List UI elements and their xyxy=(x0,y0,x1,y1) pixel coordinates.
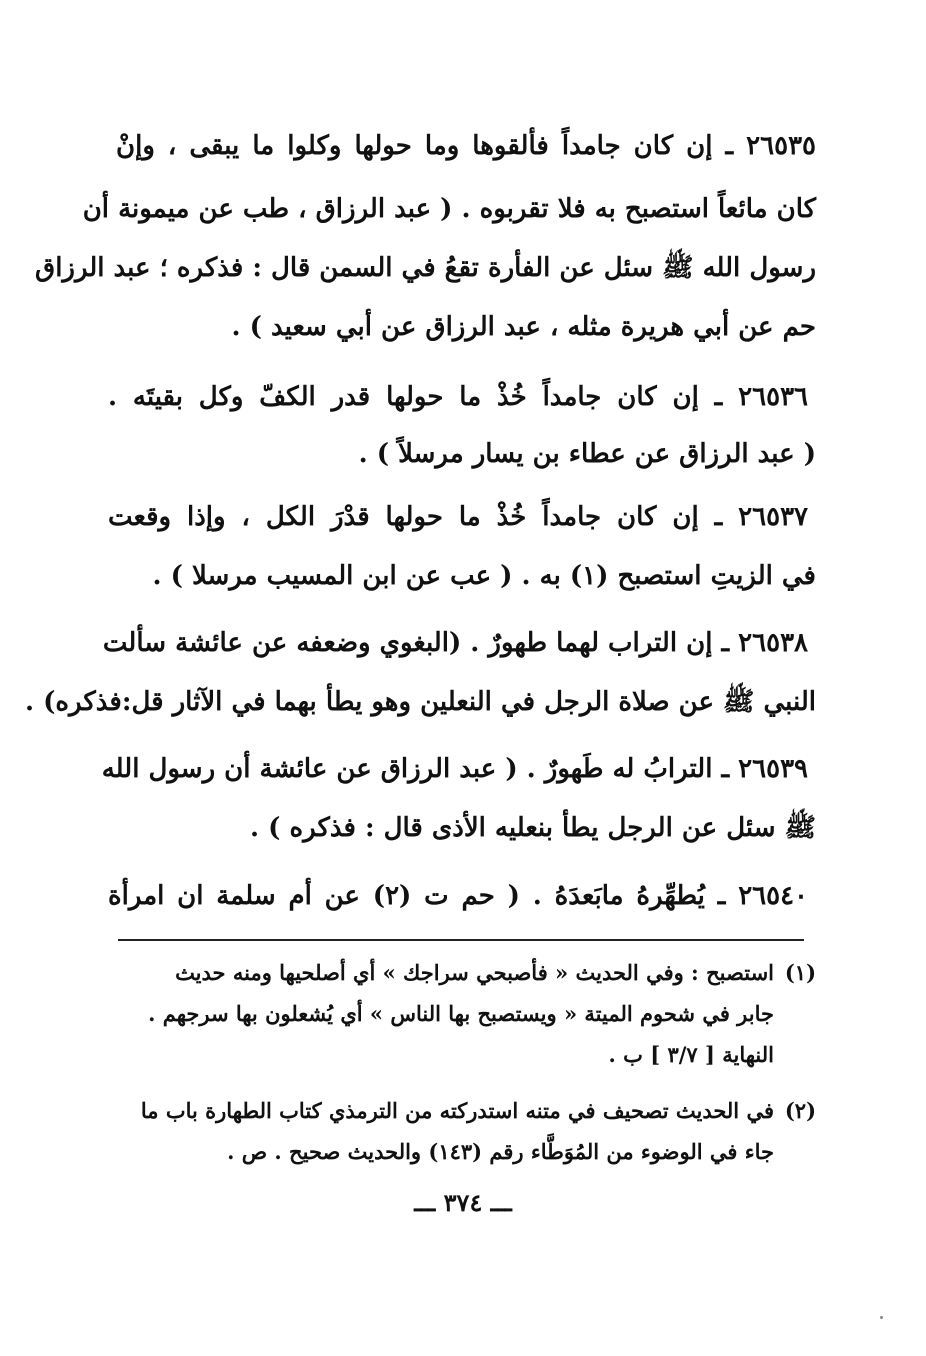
page-number: ـــ ٣٧٤ ـــ xyxy=(414,1188,512,1217)
footnote-1-number: (١) xyxy=(784,960,816,985)
hadith-26535-line-4: حم عن أبي هريرة مثله ، عبد الرزاق عن أبي سعيد ) . xyxy=(231,312,816,342)
hadith-26538-line-1: ٢٦٥٣٨ ـ إن التراب لهما طهورٌ . (البغوي وضعفه عن عائشة سألت xyxy=(102,628,808,658)
footnote-2-line-2: جاء في الوضوء من المُوَطَّاء رقم (١٤٣) والحديث صحيح . ص . xyxy=(227,1139,774,1164)
hadith-26535-line-1: ٢٦٥٣٥ ـ إن كان جامداً فألقوها وما حولها وكلوا ما يبقى ، وإنْ xyxy=(116,131,816,161)
scan-speck xyxy=(880,1316,883,1319)
hadith-26535-line-3: رسول الله ﷺ سئل عن الفأرة تقعُ في السمن قال : فذكره ؛ عبد الرزاق xyxy=(35,253,816,283)
hadith-26539-line-1: ٢٦٥٣٩ ـ الترابُ له طَهورٌ . ( عبد الرزاق عن عائشة أن رسول الله xyxy=(101,754,808,784)
footnote-2-line-1: في الحديث تصحيف في متنه استدركته من الترمذي كتاب الطهارة باب ما xyxy=(140,1098,774,1123)
footnote-divider xyxy=(118,939,804,941)
footnote-1-line-3: النهاية [ ٣/٧ ] ب . xyxy=(608,1042,774,1067)
hadith-26537-line-1: ٢٦٥٣٧ ـ إن كان جامداً خُذْ ما حولها قدْرَ الكل ، وإذا وقعت xyxy=(108,502,808,532)
hadith-26536-line-2: ( عبد الرزاق عن عطاء بن يسار مرسلاً ) . xyxy=(358,439,816,469)
footnote-2-number: (٢) xyxy=(784,1098,816,1123)
footnote-1-line-1: استصبح : وفي الحديث « فأصبحي سراجك » أي أصلحيها ومنه حديث xyxy=(175,960,774,985)
hadith-26540-line-1: ٢٦٥٤٠ ـ يُطهِّرهُ مابَعدَهُ . ( حم ت (٢) عن أم سلمة ان امرأة xyxy=(108,881,809,911)
hadith-26539-line-2: ﷺ سئل عن الرجل يطأ بنعليه الأذى قال : فذكره ) . xyxy=(250,813,816,843)
hadith-26535-line-2: كان مائعاً استصبح به فلا تقربوه . ( عبد الرزاق ، طب عن ميمونة أن xyxy=(82,194,816,224)
hadith-26536-line-1: ٢٦٥٣٦ ـ إن كان جامداً خُذْ ما حولها قدر الكفّ وكل بقيتَه . xyxy=(108,382,808,412)
footnote-1-line-2: جابر في شحوم الميتة « ويستصبح بها الناس » أي يُشعلون بها سرجهم . xyxy=(148,1001,774,1026)
hadith-26537-line-2: في الزيتِ استصبح (١) به . ( عب عن ابن المسيب مرسلا ) . xyxy=(152,561,816,591)
hadith-26538-line-2: النبي ﷺ عن صلاة الرجل في النعلين وهو يطأ بهما في الآثار قل:فذكره) . xyxy=(25,687,816,717)
